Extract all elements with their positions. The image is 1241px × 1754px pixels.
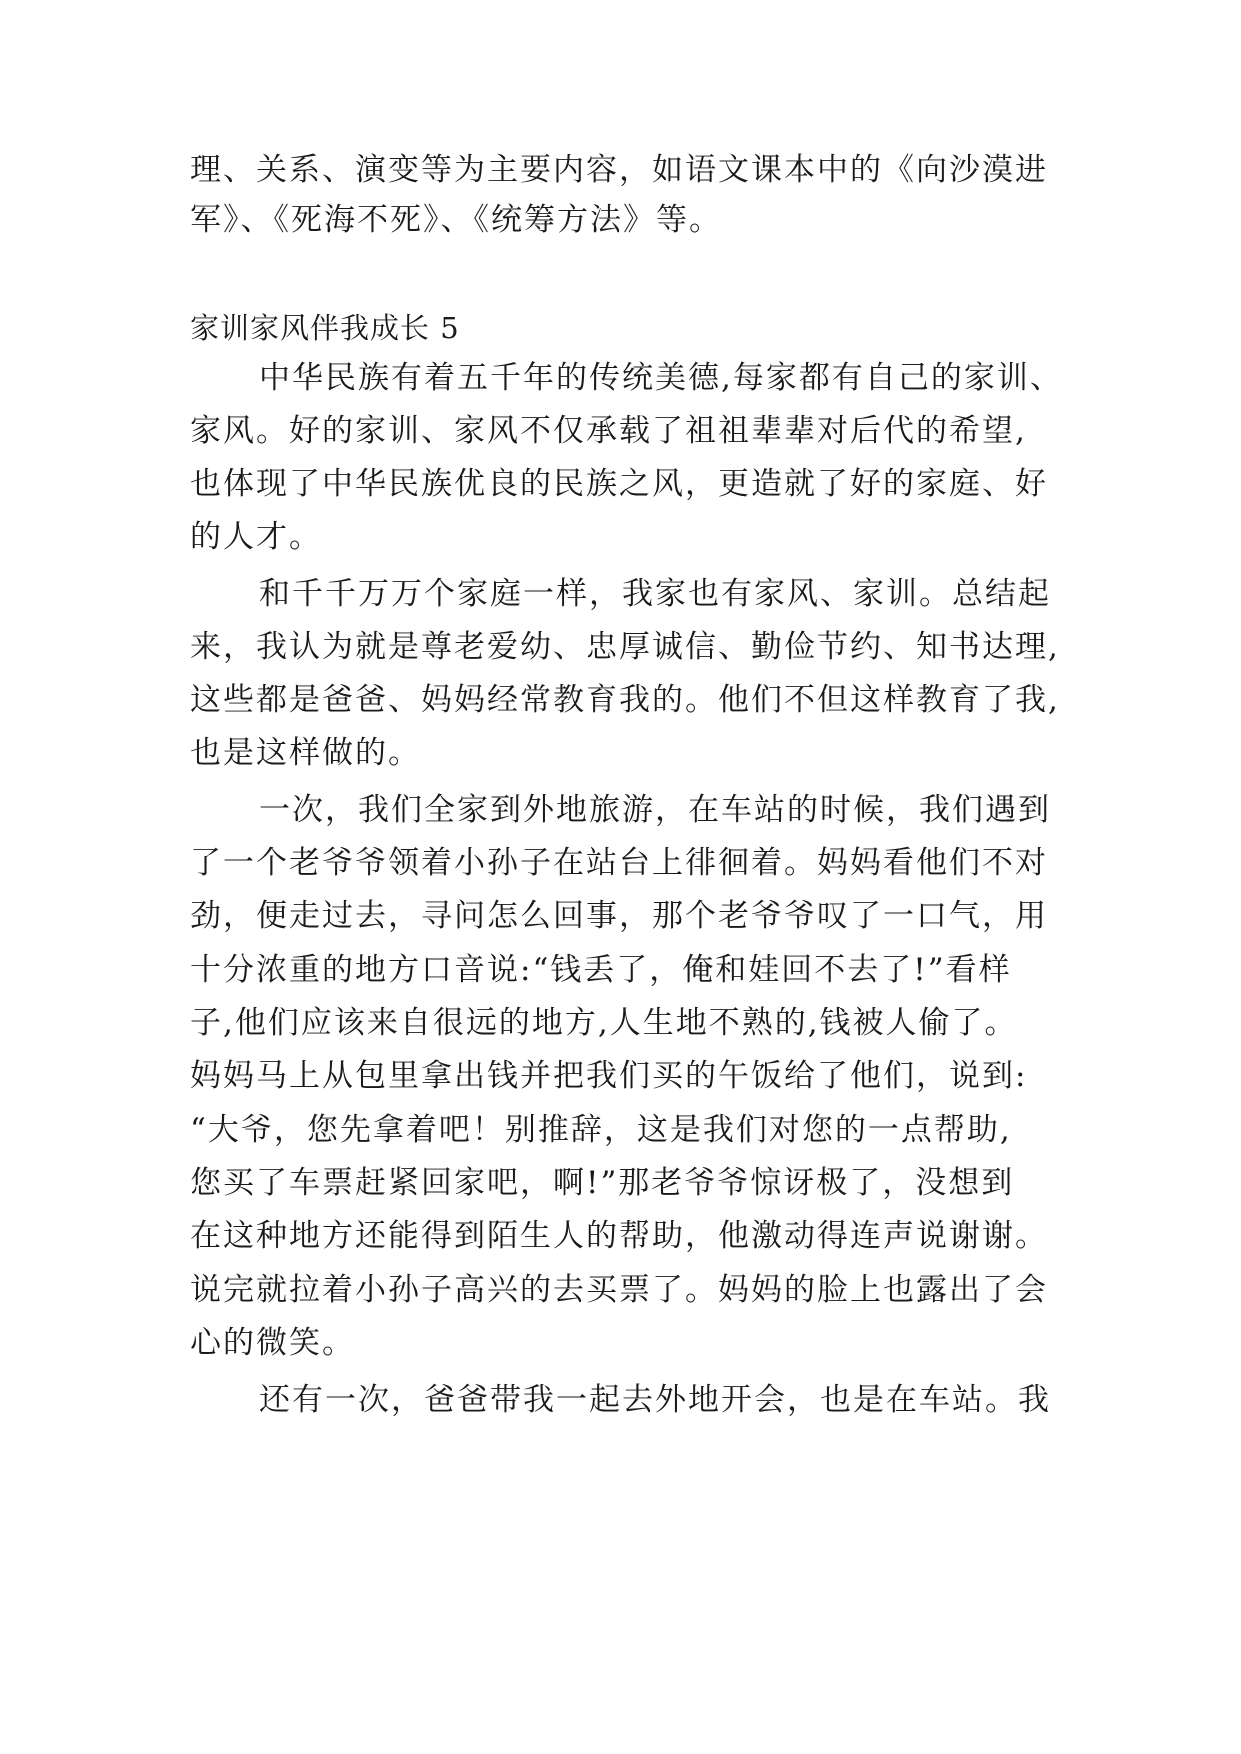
paragraph-3-line-7: “大爷，您先拿着吧！别推辞，这是我们对您的一点帮助,	[190, 1112, 1012, 1148]
paragraph-3-line-10: 说完就拉着小孙子高兴的去买票了。妈妈的脸上也露出了会	[190, 1272, 1048, 1308]
intro-line-1: 理、关系、演变等为主要内容，如语文课本中的《向沙漠进	[190, 152, 1048, 188]
section-title: 家训家风伴我成长 5	[190, 311, 460, 345]
paragraph-2-line-3: 这些都是爸爸、妈妈经常教育我的。他们不但这样教育了我,	[190, 682, 1060, 718]
paragraph-2-line-4: 也是这样做的。	[190, 735, 421, 771]
paragraph-1-line-4: 的人才。	[190, 519, 322, 555]
paragraph-3-line-8: 您买了车票赶紧回家吧，啊!”那老爷爷惊讶极了，没想到	[190, 1165, 1015, 1201]
intro-line-2: 军》、《死海不死》、《统筹方法》等。	[190, 202, 722, 238]
paragraph-4-line-1: 还有一次，爸爸带我一起去外地开会，也是在车站。我	[259, 1382, 1051, 1418]
paragraph-3-line-11: 心的微笑。	[190, 1325, 355, 1361]
paragraph-3-line-1: 一次，我们全家到外地旅游，在车站的时候，我们遇到	[259, 792, 1051, 828]
paragraph-3-line-3: 劲，便走过去，寻问怎么回事，那个老爷爷叹了一口气，用	[190, 898, 1048, 934]
paragraph-2-line-1: 和千千万万个家庭一样，我家也有家风、家训。总结起	[259, 576, 1051, 612]
paragraph-3-line-2: 了一个老爷爷领着小孙子在站台上徘徊着。妈妈看他们不对	[190, 845, 1048, 881]
paragraph-3-line-4: 十分浓重的地方口音说:“钱丢了，俺和娃回不去了!”看样	[190, 952, 1012, 988]
paragraph-1-line-3: 也体现了中华民族优良的民族之风，更造就了好的家庭、好	[190, 466, 1048, 502]
paragraph-3-line-5: 子,他们应该来自很远的地方,人生地不熟的,钱被人偷了。	[190, 1005, 1018, 1041]
paragraph-3-line-6: 妈妈马上从包里拿出钱并把我们买的午饭给了他们，说到:	[190, 1058, 1028, 1094]
paragraph-1-line-1: 中华民族有着五千年的传统美德,每家都有自己的家训、	[259, 360, 1063, 396]
paragraph-1-line-2: 家风。好的家训、家风不仅承载了祖祖辈辈对后代的希望,	[190, 413, 1027, 449]
paragraph-3-line-9: 在这种地方还能得到陌生人的帮助，他激动得连声说谢谢。	[190, 1218, 1048, 1254]
paragraph-2-line-2: 来，我认为就是尊老爱幼、忠厚诚信、勤俭节约、知书达理,	[190, 629, 1060, 665]
